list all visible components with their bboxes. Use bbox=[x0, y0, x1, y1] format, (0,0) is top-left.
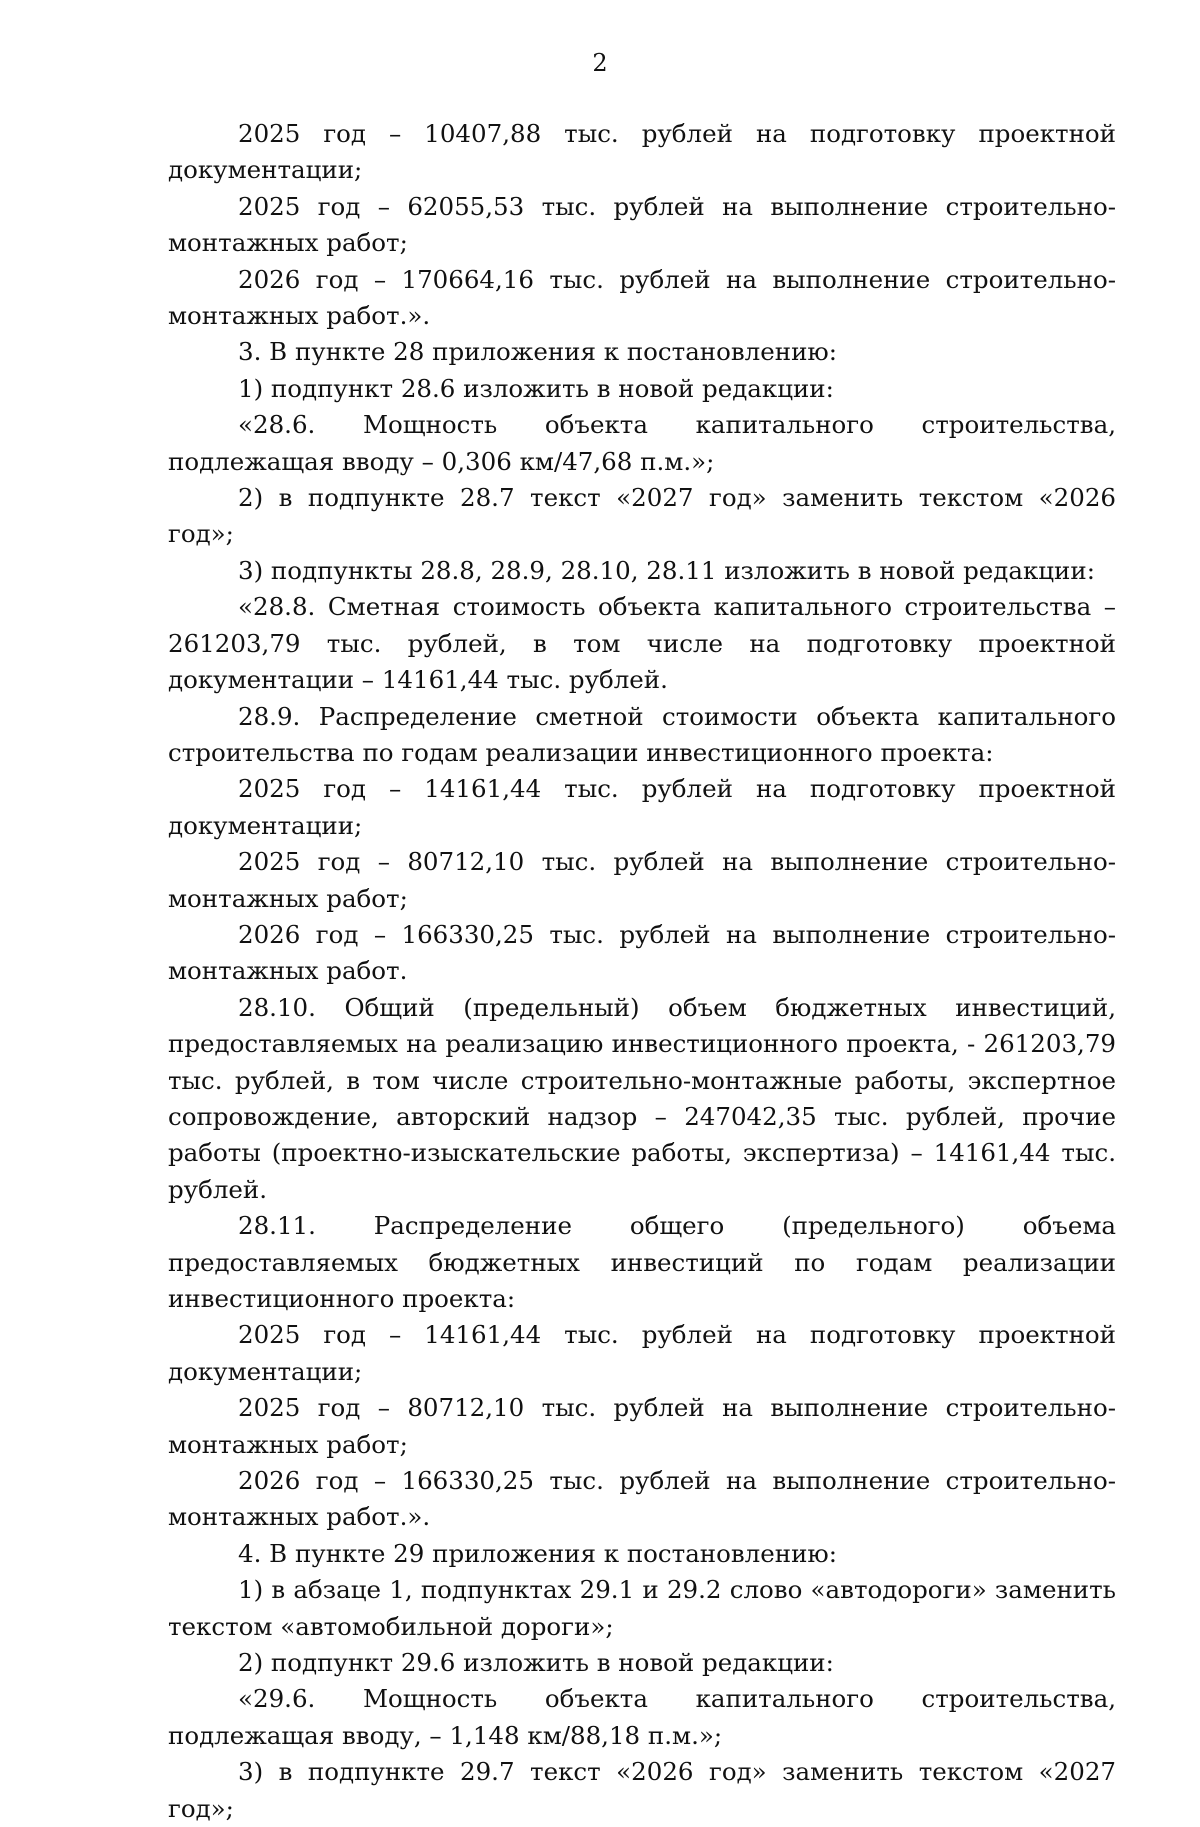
paragraph-2026-construction-previous: 2026 год – 170664,16 тыс. рублей на выполнение строительно-монтажных работ.». bbox=[168, 264, 1116, 331]
paragraph-subitem-29-6-instruction: 2) подпункт 29.6 изложить в новой редакции: bbox=[238, 1648, 834, 1678]
paragraph-28-11-2025-construction: 2025 год – 80712,10 тыс. рублей на выполнение строительно-монтажных работ; bbox=[168, 1393, 1116, 1459]
paragraph-29-word-replacement: 1) в абзаце 1, подпунктах 29.1 и 29.2 слово «автодороги» заменить текстом «автомобильной дороги»; bbox=[168, 1575, 1116, 1641]
paragraph-29-6-capacity: «29.6. Мощность объекта капитального строительства, подлежащая вводу, – 1,148 км/88,18 п.м.»; bbox=[168, 1684, 1116, 1750]
paragraph-28-6-capacity: «28.6. Мощность объекта капитального строительства, подлежащая вводу – 0,306 км/47,68 п.м.»; bbox=[168, 410, 1116, 476]
document-body bbox=[168, 116, 1116, 1827]
paragraph-28-8-28-11-instruction: 3) подпункты 28.8, 28.9, 28.10, 28.11 изложить в новой редакции: bbox=[238, 555, 1095, 585]
paragraph-28-9-cost-distribution: 28.9. Распределение сметной стоимости объекта капитального строительства по годам реализации инвестиционного проекта: bbox=[168, 701, 1116, 767]
paragraph-28-9-2025-design-docs: 2025 год – 14161,44 тыс. рублей на подготовку проектной документации; bbox=[168, 774, 1116, 840]
paragraph-item-3-heading: 3. В пункте 28 приложения к постановлению: bbox=[238, 337, 837, 367]
paragraph-28-9-2026-construction: 2026 год – 166330,25 тыс. рублей на выполнение строительно-монтажных работ. bbox=[168, 919, 1116, 986]
paragraph-28-9-2025-construction: 2025 год – 80712,10 тыс. рублей на выполнение строительно-монтажных работ; bbox=[168, 847, 1116, 913]
paragraph-29-7-replacement: 3) в подпункте 29.7 текст «2026 год» заменить текстом «2027 год»; bbox=[168, 1757, 1116, 1823]
paragraph-28-11-2025-design-docs: 2025 год – 14161,44 тыс. рублей на подготовку проектной документации; bbox=[168, 1320, 1116, 1386]
paragraph-2025-design-docs-previous: 2025 год – 10407,88 тыс. рублей на подготовку проектной документации; bbox=[168, 119, 1116, 185]
paragraph-28-11-2026-construction: 2026 год – 166330,25 тыс. рублей на выполнение строительно-монтажных работ.». bbox=[168, 1466, 1116, 1532]
paragraph-2025-construction-previous: 2025 год – 62055,53 тыс. рублей на выполнение строительно-монтажных работ; bbox=[168, 191, 1116, 258]
paragraph-28-11-investment-distribution: 28.11. Распределение общего (предельного) объема предоставляемых бюджетных инвестиций по годам реализации инвестиционного проекта: bbox=[168, 1211, 1116, 1313]
paragraph-28-10-budget-investments: 28.10. Общий (предельный) объем бюджетных инвестиций, предоставляемых на реализацию инвестиционного проекта, - 261203,79 тыс. рублей, в том числе строительно-монтажные работы, экспертное сопровождение, авторский надзор – 247042,35 тыс. рублей, прочие работы (проектно-изыскательские работы, экспертиза) – 14161,44 тыс. рублей. bbox=[168, 992, 1116, 1204]
page-number: 2 bbox=[592, 49, 608, 77]
paragraph-item-4-heading: 4. В пункте 29 приложения к постановлению: bbox=[238, 1538, 837, 1568]
paragraph-subitem-28-6-instruction: 1) подпункт 28.6 изложить в новой редакции: bbox=[238, 373, 834, 403]
paragraph-28-8-estimated-cost: «28.8. Сметная стоимость объекта капитального строительства – 261203,79 тыс. рублей, в том числе на подготовку проектной документации – 14161,44 тыс. рублей. bbox=[168, 592, 1116, 695]
paragraph-28-7-replacement: 2) в подпункте 28.7 текст «2027 год» заменить текстом «2026 год»; bbox=[168, 483, 1116, 549]
